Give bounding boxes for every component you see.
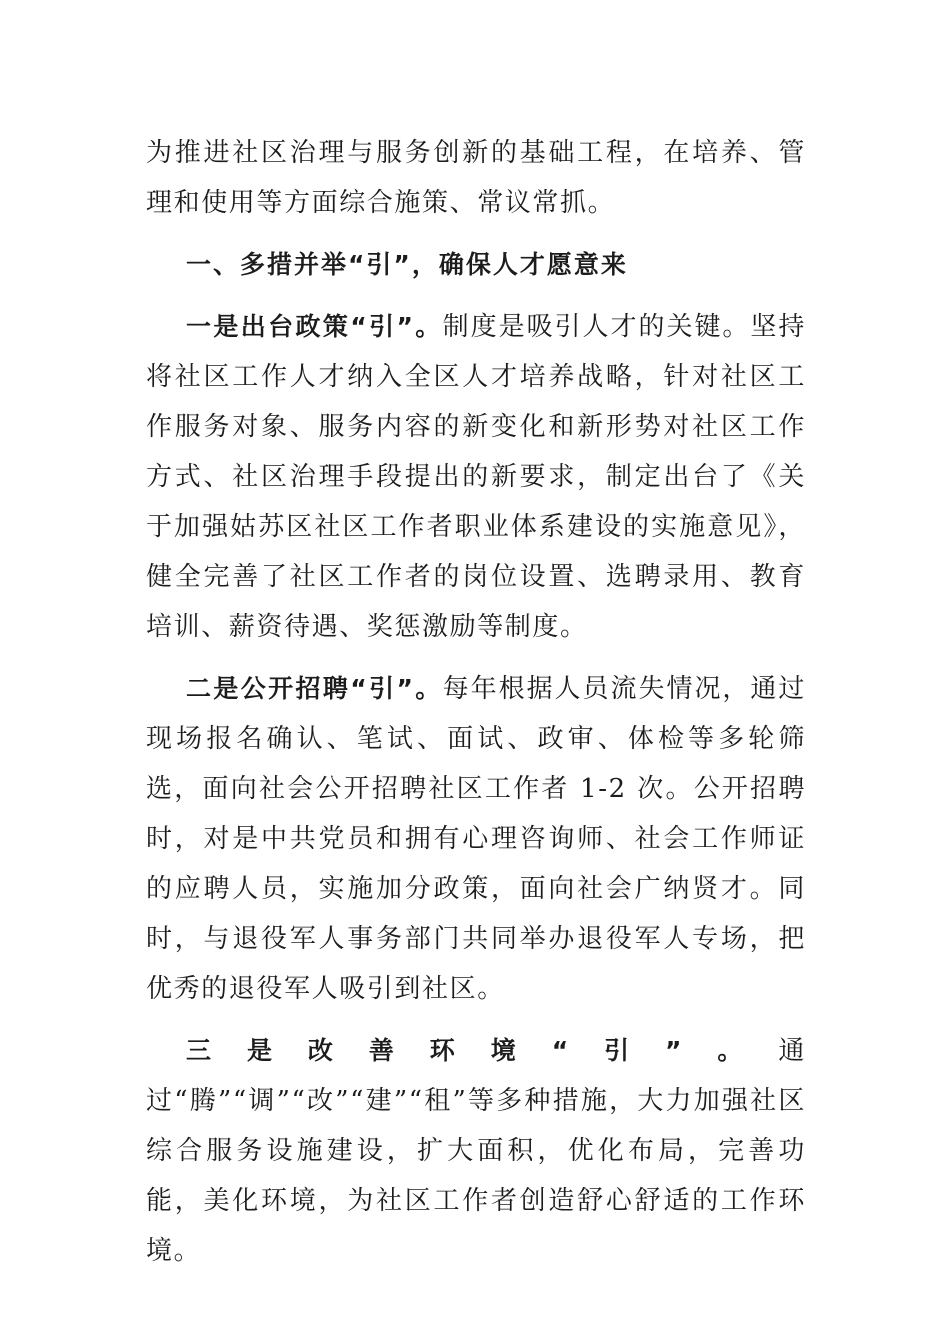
item-3-lead: 三是改善环境“引”。 [186,1036,779,1065]
item-1-paragraph [146,302,806,652]
item-1-lead: 一是出台政策“引”。 [186,312,443,341]
item-2-text: 每年根据人员流失情况，通过现场报名确认、笔试、面试、政审、体检等多轮筛选，面向社会公开招聘社区工作者 1-2 次。公开招聘时，对是中共党员和拥有心理咨询师、社会工作师证的应聘人员，实施加分政策，面向社会广纳贤才。同时，与退役军人事务部门共同举办退役军人专场，把优秀的退役军人吸引到社区。 [146,674,806,1004]
item-1-text: 制度是吸引人才的关键。坚持将社区工作人才纳入全区人才培养战略，针对社区工作服务对象、服务内容的新变化和新形势对社区工作方式、社区治理手段提出的新要求，制定出台了《关于加强姑苏区社区工作者职业体系建设的实施意见》，健全完善了社区工作者的岗位设置、选聘录用、教育培训、薪资待遇、奖惩激励等制度。 [146,312,806,642]
intro-paragraph: 为推进社区治理与服务创新的基础工程，在培养、管理和使用等方面综合施策、常议常抓。 [146,138,806,218]
item-3-text: 通过“腾”“调”“改”“建”“租”等多种措施，大力加强社区综合服务设施建设，扩大面积，优化布局，完善功能，美化环境，为社区工作者创造舒心舒适的工作环境。 [146,1036,806,1266]
section-heading: 一、多措并举“引”，确保人才愿意来 [186,250,628,279]
document-body [146,128,806,1288]
item-2-lead: 二是公开招聘“引”。 [186,674,443,703]
item-2-paragraph [146,664,806,1014]
item-3-paragraph [146,1026,806,1276]
